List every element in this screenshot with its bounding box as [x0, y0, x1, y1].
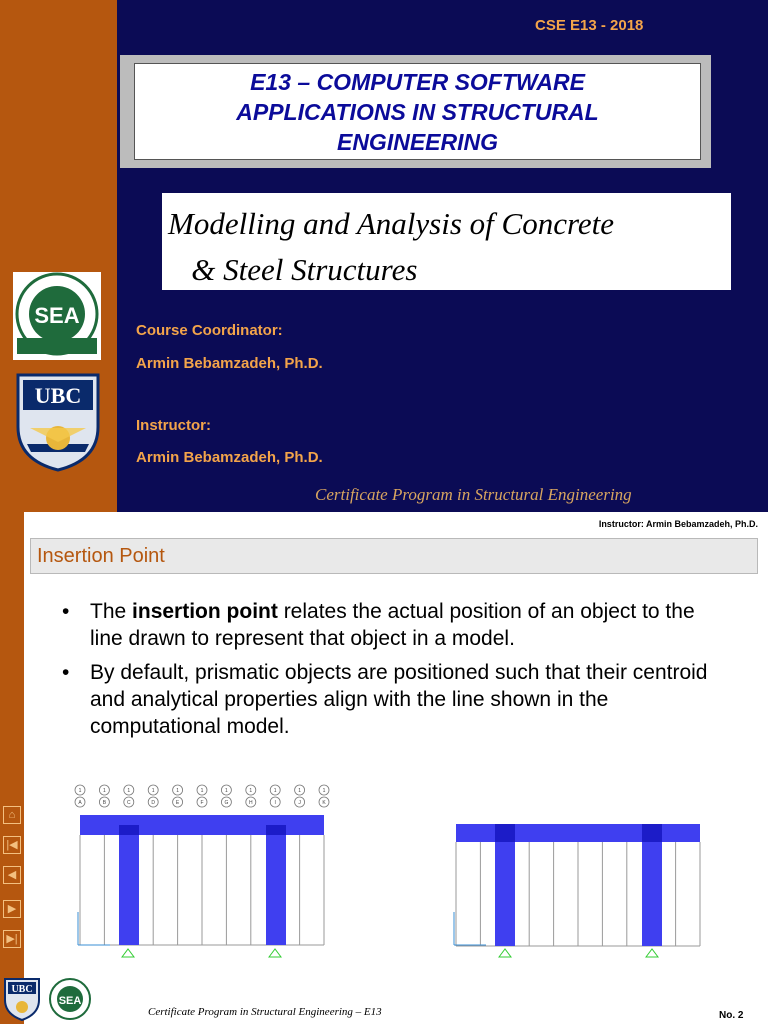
course-title-frame	[120, 55, 711, 168]
column-member-left	[119, 825, 139, 945]
grid-bubble-label: C	[126, 800, 131, 806]
grid-bubble-top-label: 1	[322, 788, 326, 794]
grid-bubble-top-label: 1	[225, 788, 228, 794]
next-slide-button[interactable]: ▶	[3, 900, 21, 918]
instructor-name: Armin Bebamzadeh, Ph.D.	[136, 449, 323, 466]
course-code: CSE E13 - 2018	[535, 17, 644, 34]
course-title-box	[134, 63, 701, 160]
sea-logo-text: SEA	[34, 303, 80, 328]
grid-bubble-label: A	[78, 800, 82, 806]
beam-member	[456, 824, 700, 842]
grid-bubble-top-label: 1	[103, 788, 106, 794]
beam-column-joint	[266, 825, 286, 835]
grid-bubble-label: I	[274, 800, 276, 806]
beam-column-joint	[119, 825, 139, 835]
grid-bubble-top-label: 1	[249, 788, 253, 794]
bullet-1-bold: insertion point	[132, 600, 278, 623]
first-slide-button[interactable]: |◀	[3, 836, 21, 854]
column-member-right	[266, 825, 286, 945]
subtitle-box	[162, 193, 731, 290]
slide-instructor: Instructor: Armin Bebamzadeh, Ph.D.	[598, 519, 758, 529]
bullet-item	[62, 659, 722, 740]
beam-column-joint	[642, 824, 662, 842]
footer-logos	[2, 976, 94, 1027]
grid-bubble-top-label: 1	[127, 788, 131, 794]
home-nav-button[interactable]: ⌂	[3, 806, 21, 824]
bullet-list	[62, 598, 722, 747]
grid-bubble-label: F	[200, 800, 204, 806]
grid-bubble-label: B	[102, 800, 107, 806]
beam-column-joint	[495, 824, 515, 842]
course-title: E13 – COMPUTER SOFTWARE APPLICATIONS IN STRUCTURAL ENGINEERING	[236, 68, 599, 155]
coordinator-name: Armin Bebamzadeh, Ph.D.	[136, 355, 323, 372]
ubc-small-logo-text: UBC	[11, 984, 33, 995]
insertion-diagram-right	[448, 812, 708, 962]
last-slide-button[interactable]: ▶|	[3, 930, 21, 948]
support-icon	[122, 949, 134, 957]
slide-title: Insertion Point	[37, 545, 165, 567]
grid-bubble-label: D	[151, 800, 156, 806]
column-member-right	[642, 824, 662, 946]
grid-bubble-top-label: 1	[151, 788, 155, 794]
bullet-1-post: relates the actual position of an object to the line drawn to represent that object in a model.	[90, 600, 695, 650]
content-slide	[0, 512, 768, 1024]
grid-bubble-top-label: 1	[176, 788, 179, 794]
support-icon	[499, 949, 511, 957]
sea-small-logo-text: SEA	[58, 995, 82, 1007]
slide-footer: Certificate Program in Structural Engineering – E13	[148, 1006, 382, 1018]
insertion-diagram-left	[70, 782, 340, 962]
grid-bubble-label: J	[298, 800, 301, 806]
grid-bubble-label: H	[248, 800, 253, 806]
bullet-item	[62, 598, 722, 652]
support-icon	[646, 949, 658, 957]
grid-bubble-label: G	[224, 800, 229, 806]
grid-bubble-top-label: 1	[200, 788, 204, 794]
grid-bubble-label: K	[322, 800, 326, 806]
instructor-label: Instructor:	[136, 417, 211, 434]
ubc-logo	[15, 372, 101, 472]
grid-bubble-label: E	[175, 800, 180, 806]
program-footer: Certificate Program in Structural Engineering	[315, 485, 632, 504]
ubc-logo-text: UBC	[34, 383, 82, 408]
grid-bubble-top-label: 1	[298, 788, 301, 794]
page-number: No. 2	[719, 1010, 744, 1021]
grid-bubble-top-label: 1	[273, 788, 277, 794]
beam-member	[80, 815, 324, 835]
coordinator-label: Course Coordinator:	[136, 322, 283, 339]
subtitle-line-2: & Steel Structures	[168, 252, 418, 287]
grid-bubble-top-label: 1	[78, 788, 82, 794]
column-member-left	[495, 824, 515, 946]
support-icon	[269, 949, 281, 957]
bullet-1-pre: The	[90, 600, 133, 623]
subtitle-line-1: Modelling and Analysis of Concrete	[168, 206, 615, 241]
sea-logo	[13, 272, 101, 360]
previous-slide-button[interactable]: ◀	[3, 866, 21, 884]
title-slide	[0, 0, 768, 512]
slide-title-bar	[30, 538, 758, 574]
bullet-2-text: By default, prismatic objects are positioned such that their centroid and analytical properties align with the line shown in the computational model.	[90, 661, 708, 738]
